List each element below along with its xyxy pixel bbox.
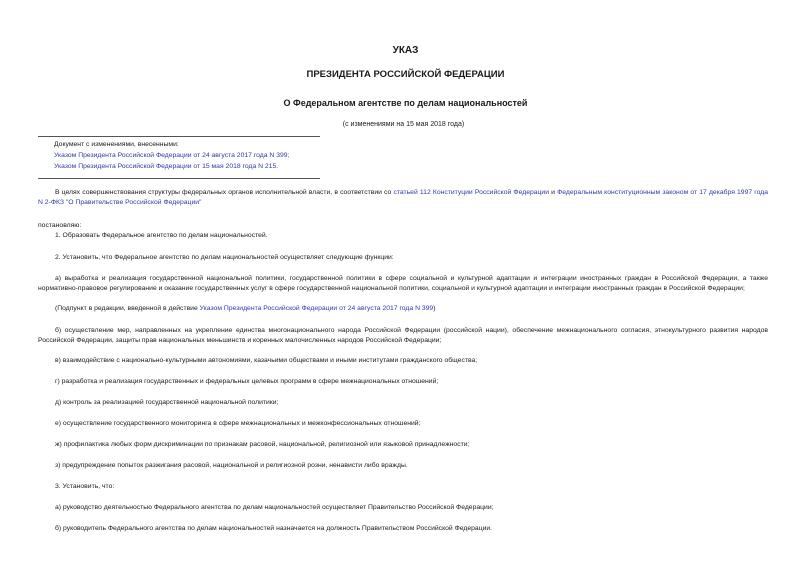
federal-law-link[interactable]: Федеральным конституционным законом от 17 декабря 1997 года N 2-ФКЗ "О Правительстве Российской Федерации" [38,189,768,206]
divider-top [38,136,320,137]
paragraph-3b: б) руководитель Федерального агентства по делам национальностей назначается на должность Правительством Российской Федерации. [55,525,493,532]
paragraph-2a-note [38,304,768,314]
paragraph-2zh: ж) профилактика любых форм дискриминации по признакам расовой, национальной, религиозной или языковой принадлежности; [55,441,470,448]
paragraph-2a: а) выработка и реализация государственной национальной политики, государственной политики в сфере социальной и культурной адаптации и интеграции иностранных граждан в Российской Федерации, а также нормативно-правовое регулирование и оказание государственных услуг в сфере государственной национальной политики, социальной и культурной адаптации и интеграции иностранных граждан в Российской Федерации; [38,275,768,292]
preamble-text-1: В целях совершенствования структуры федеральных органов исполнительной власти, в соответствии со [55,189,394,196]
divider-bottom [38,178,320,179]
paragraph-2e: е) осуществление государственного мониторинга в сфере межнациональных и межконфессиональных отношений; [55,420,421,427]
decree-word: постановляю: [38,222,82,229]
paragraph-2v: в) взаимодействие с национально-культурными автономиями, казачьими обществами и иными институтами гражданского общества; [55,357,478,364]
paragraph-3a: а) руководство деятельностью Федерального агентства по делам национальностей осуществляет Правительство Российской Федерации; [55,504,494,511]
paragraph-2b: б) осуществление мер, направленных на укрепление единства многонационального народа Российской Федерации (российской нации), обеспечение межнационального согласия, этнокультурного развития народов Российской Федерации, защиты прав национальных меньшинств и коренных малочисленных народов Российской Федерации; [38,327,768,344]
doc-changes-box [54,139,289,172]
constitution-link[interactable]: статьей 112 Конституции Российской Федерации [393,189,550,196]
amendment-link-1[interactable]: Указом Президента Российской Федерации от 24 августа 2017 года N 399; [54,152,290,159]
document-subtitle: ПРЕЗИДЕНТА РОССИЙСКОЙ ФЕДЕРАЦИИ [306,69,505,80]
document-heading: О Федеральном агентстве по делам национальностей [283,98,528,108]
doc-changes-label: Документ с изменениями, внесенными: [54,141,179,148]
preamble [38,188,768,208]
preamble-text-2: и [549,189,558,196]
amended-note: (с изменениями на 15 мая 2018 года) [342,121,465,128]
paragraph-3: 3. Установить, что: [55,483,115,490]
note-text-after: ) [433,305,436,312]
paragraph-1: 1. Образовать Федеральное агентство по делам национальностей. [55,232,268,239]
paragraph-2d: д) контроль за реализацией государственной национальной политики; [55,399,279,406]
paragraph-2z: з) предупреждение попыток разжигания расовой, национальной и религиозной розни, ненависти либо вражды. [55,462,408,469]
note-link[interactable]: Указом Президента Российской Федерации от 24 августа 2017 года N 399 [199,305,434,312]
paragraph-2g: г) разработка и реализация государственных и федеральных целевых программ в сфере межнациональных отношений; [55,378,439,385]
note-text-before: (Подпункт в редакции, введенной в действие [55,305,200,312]
document-title: УКАЗ [392,45,419,56]
paragraph-2: 2. Установить, что Федеральное агентство по делам национальностей осуществляет следующие функции: [55,254,394,261]
amendment-link-2[interactable]: Указом Президента Российской Федерации от 15 мая 2018 года N 215. [54,163,279,170]
